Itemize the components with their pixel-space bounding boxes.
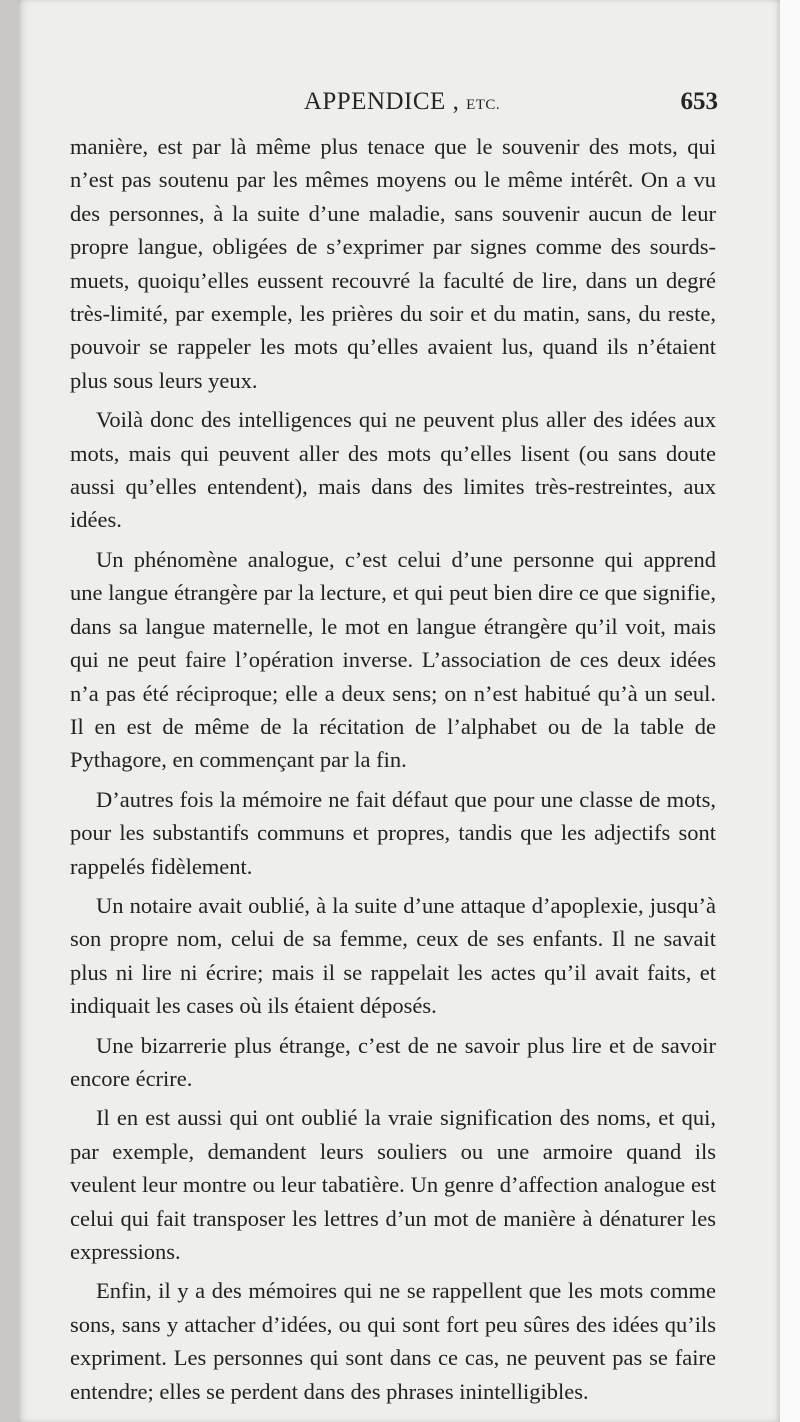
page-header: [86, 88, 718, 122]
scanned-page: [18, 0, 780, 1422]
paragraph-5: Un notaire avait oublié, à la suite d’une attaque d’apoplexie, jusqu’à son propre nom, celui de sa femme, ceux de ses enfants. Il ne savait plus ni lire ni écrire; mais il se rappelait les actes qu’il avait faits, et indiquait les cases où ils étaient déposés.: [70, 892, 716, 1019]
paragraph-1: manière, est par là même plus tenace que le souvenir des mots, qui n’est pas soutenu par les mêmes moyens ou le même intérêt. On a vu des personnes, à la suite d’une maladie, sans souvenir aucun de leur propre langue, obligées de s’exprimer par signes comme des sourds-muets, quoiqu’elles eussent recouvré la faculté de lire, dans un degré très-limité, par exemple, les prières du soir et du matin, sans, du reste, pouvoir se rappeler les mots qu’elles avaient lus, quand ils n’étaient plus sous leurs yeux.: [70, 134, 716, 393]
running-title: [86, 88, 718, 116]
paragraph-7: Il en est aussi qui ont oublié la vraie signification des noms, et qui, par exemple, demandent leurs souliers ou une armoire quand ils veulent leur montre ou leur tabatière. Un genre d’affection analogue est celui qui fait transposer les lettres d’un mot de manière à dénaturer les expressions.: [70, 1105, 716, 1264]
paragraph-2: Voilà donc des intelligences qui ne peuvent plus aller des idées aux mots, mais qui peuvent aller des mots qu’elles lisent (ou sans doute aussi qu’elles entendent), mais dans des limites très-restreintes, aux idées.: [70, 407, 716, 533]
paragraph-6: Une bizarrerie plus étrange, c’est de ne savoir plus lire et de savoir encore écrire.: [70, 1032, 716, 1091]
page-number: 653: [680, 88, 718, 115]
paragraph-8: Enfin, il y a des mémoires qui ne se rappellent que les mots comme sons, sans y attacher d’idées, ou qui sont fort peu sûres des idées qu’ils expriment. Les personnes qui sont dans ce cas, ne peuvent pas se faire entendre; elles se perdent dans des phrases inintelligibles.: [70, 1278, 716, 1404]
running-title-suffix: ETC.: [466, 97, 501, 113]
paragraph-4: D’autres fois la mémoire ne fait défaut que pour une classe de mots, pour les substantifs communs et propres, tandis que les adjectifs sont rappelés fidèlement.: [70, 786, 716, 879]
body-text: [70, 130, 716, 1414]
paragraph-3: Un phénomène analogue, c’est celui d’une personne qui apprend une langue étrangère par la lecture, et qui peut bien dire ce que signifie, dans sa langue maternelle, le mot en langue étrangère qu’il voit, mais qui ne peut faire l’opération inverse. L’association de ces deux idées n’a pas été réciproque; elle a deux sens; on n’est habitué qu’à un seul. Il en est de même de la récitation de l’alphabet ou de la table de Pythagore, en commençant par la fin.: [70, 546, 716, 773]
page-edge: [780, 0, 800, 1422]
running-title-main: APPENDICE ,: [303, 88, 460, 115]
